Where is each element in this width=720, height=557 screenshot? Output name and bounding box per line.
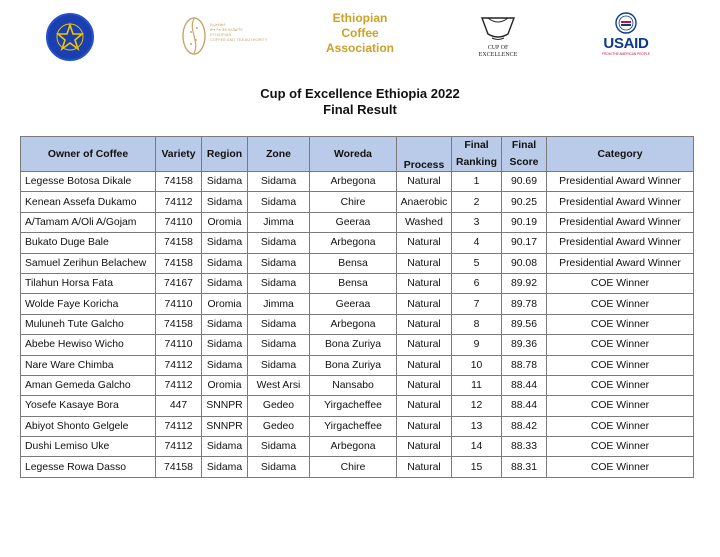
usaid-seal-icon (615, 12, 637, 34)
table-row (21, 437, 694, 457)
cell-process: Natural (397, 172, 452, 192)
cell-process: Natural (397, 375, 452, 395)
cell-ranking: 1 (452, 172, 502, 192)
table-row (21, 314, 694, 334)
cell-category: COE Winner (547, 273, 694, 293)
table-row (21, 416, 694, 436)
cell-region: Sidama (202, 253, 248, 273)
cell-owner: Legesse Rowa Dasso (21, 457, 156, 477)
cell-zone: Sidama (248, 335, 310, 355)
header-final-score-top: Final (502, 137, 547, 155)
table-row (21, 294, 694, 314)
coffee-bean-icon (180, 14, 208, 58)
eeca-line: ETHIOPIAN (210, 33, 232, 37)
usaid-wordmark: USAID (603, 35, 649, 52)
cell-process: Natural (397, 314, 452, 334)
cell-variety: 74110 (156, 212, 202, 232)
eca-line: Coffee (341, 26, 379, 40)
cell-process: Natural (397, 294, 452, 314)
logo-bar (0, 0, 720, 80)
cell-owner: Abebe Hewiso Wicho (21, 335, 156, 355)
cell-category: Presidential Award Winner (547, 212, 694, 232)
cell-variety: 74110 (156, 294, 202, 314)
header-woreda: Woreda (310, 137, 397, 172)
table-row (21, 233, 694, 253)
cell-process: Natural (397, 437, 452, 457)
header-final-ranking-top: Final (452, 137, 502, 155)
coffee-cup-icon (478, 12, 518, 44)
cell-owner: Kenean Assefa Dukamo (21, 192, 156, 212)
cell-owner: Bukato Duge Bale (21, 233, 156, 253)
cell-score: 89.56 (502, 314, 547, 334)
cell-category: COE Winner (547, 355, 694, 375)
cell-process: Natural (397, 457, 452, 477)
cell-ranking: 13 (452, 416, 502, 436)
cell-owner: Tilahun Horsa Fata (21, 273, 156, 293)
cell-zone: Sidama (248, 457, 310, 477)
cell-region: SNNPR (202, 416, 248, 436)
cell-woreda: Bensa (310, 253, 397, 273)
cell-zone: Jimma (248, 294, 310, 314)
cell-region: Sidama (202, 273, 248, 293)
cell-variety: 74158 (156, 457, 202, 477)
cell-owner: Yosefe Kasaye Bora (21, 396, 156, 416)
cell-category: COE Winner (547, 396, 694, 416)
cell-woreda: Chire (310, 192, 397, 212)
cell-region: Oromia (202, 375, 248, 395)
cell-woreda: Arbegona (310, 172, 397, 192)
cell-owner: Nare Ware Chimba (21, 355, 156, 375)
coe-line: EXCELLENCE (478, 51, 518, 58)
table-body (21, 172, 694, 478)
cell-category: COE Winner (547, 457, 694, 477)
eeca-line: የኢትዮጵያ (210, 23, 226, 27)
table-row (21, 375, 694, 395)
cell-region: Sidama (202, 437, 248, 457)
cell-ranking: 10 (452, 355, 502, 375)
table-row (21, 355, 694, 375)
header-process: Process (397, 137, 452, 172)
usaid-logo (596, 12, 656, 60)
cell-category: Presidential Award Winner (547, 172, 694, 192)
cell-score: 90.69 (502, 172, 547, 192)
cell-zone: Sidama (248, 192, 310, 212)
cell-variety: 74112 (156, 192, 202, 212)
cell-woreda: Bensa (310, 273, 397, 293)
title-line-2: Final Result (323, 102, 397, 117)
table-row (21, 273, 694, 293)
cell-ranking: 7 (452, 294, 502, 314)
ethiopian-coffee-association-logo (318, 11, 402, 56)
cell-score: 90.25 (502, 192, 547, 212)
cell-woreda: Geeraa (310, 294, 397, 314)
cell-score: 89.36 (502, 335, 547, 355)
cell-variety: 74110 (156, 335, 202, 355)
usaid-tagline: FROM THE AMERICAN PEOPLE (602, 52, 650, 56)
cell-ranking: 15 (452, 457, 502, 477)
cell-woreda: Bona Zuriya (310, 335, 397, 355)
cell-owner: Abiyot Shonto Gelgele (21, 416, 156, 436)
cell-ranking: 14 (452, 437, 502, 457)
cell-woreda: Geeraa (310, 212, 397, 232)
cell-ranking: 5 (452, 253, 502, 273)
cell-region: Sidama (202, 233, 248, 253)
cell-variety: 74158 (156, 314, 202, 334)
coe-line: CUP OF (487, 45, 509, 51)
cell-region: SNNPR (202, 396, 248, 416)
cell-owner: A/Tamam A/Oli A/Gojam (21, 212, 156, 232)
cell-variety: 74158 (156, 253, 202, 273)
header-region: Region (202, 137, 248, 172)
cell-score: 88.78 (502, 355, 547, 375)
table-row (21, 212, 694, 232)
cell-zone: Sidama (248, 355, 310, 375)
cell-region: Oromia (202, 294, 248, 314)
cell-process: Natural (397, 396, 452, 416)
eeca-line: ቡና እና ሻይ ባለስልጣን (210, 28, 243, 32)
cell-ranking: 2 (452, 192, 502, 212)
cell-category: COE Winner (547, 375, 694, 395)
cell-ranking: 4 (452, 233, 502, 253)
eca-line: Ethiopian (332, 11, 388, 25)
cell-zone: Sidama (248, 314, 310, 334)
header-variety: Variety (156, 137, 202, 172)
cell-category: COE Winner (547, 314, 694, 334)
cell-zone: Gedeo (248, 416, 310, 436)
cell-variety: 74167 (156, 273, 202, 293)
cell-category: Presidential Award Winner (547, 253, 694, 273)
header-score: Score (502, 154, 547, 172)
cell-process: Washed (397, 212, 452, 232)
cell-process: Natural (397, 355, 452, 375)
cell-region: Sidama (202, 192, 248, 212)
cell-region: Oromia (202, 212, 248, 232)
cell-variety: 447 (156, 396, 202, 416)
cell-variety: 74112 (156, 437, 202, 457)
cell-region: Sidama (202, 335, 248, 355)
cell-ranking: 9 (452, 335, 502, 355)
cell-category: COE Winner (547, 294, 694, 314)
cell-zone: West Arsi (248, 375, 310, 395)
cell-process: Anaerobic (397, 192, 452, 212)
cell-variety: 74112 (156, 375, 202, 395)
cell-category: Presidential Award Winner (547, 192, 694, 212)
cell-score: 90.08 (502, 253, 547, 273)
cell-region: Sidama (202, 457, 248, 477)
table-row (21, 335, 694, 355)
cell-score: 88.42 (502, 416, 547, 436)
table-row (21, 253, 694, 273)
cell-zone: Sidama (248, 172, 310, 192)
cell-owner: Legesse Botosa Dikale (21, 172, 156, 192)
cell-score: 90.17 (502, 233, 547, 253)
cell-variety: 74112 (156, 416, 202, 436)
cell-owner: Dushi Lemiso Uke (21, 437, 156, 457)
cell-region: Sidama (202, 355, 248, 375)
eca-line: Association (325, 41, 394, 55)
header-owner: Owner of Coffee (21, 137, 156, 172)
coffee-tea-authority-logo (180, 14, 280, 62)
document-title (0, 86, 720, 118)
cell-ranking: 6 (452, 273, 502, 293)
cell-variety: 74112 (156, 355, 202, 375)
cell-score: 88.33 (502, 437, 547, 457)
cup-of-excellence-logo (472, 12, 524, 60)
cell-woreda: Yirgacheffee (310, 416, 397, 436)
ethiopia-national-emblem-icon (46, 13, 94, 61)
cell-owner: Wolde Faye Koricha (21, 294, 156, 314)
cell-zone: Sidama (248, 273, 310, 293)
table-header-row (21, 137, 694, 155)
cell-woreda: Yirgacheffee (310, 396, 397, 416)
header-category: Category (547, 137, 694, 172)
eeca-line: COFFEE AND TEA AUTHORITY (210, 38, 268, 42)
cell-category: COE Winner (547, 416, 694, 436)
header-zone: Zone (248, 137, 310, 172)
table-row (21, 192, 694, 212)
cell-category: COE Winner (547, 437, 694, 457)
cell-score: 88.44 (502, 396, 547, 416)
cell-score: 88.44 (502, 375, 547, 395)
cell-variety: 74158 (156, 172, 202, 192)
cell-zone: Sidama (248, 253, 310, 273)
results-table (20, 136, 694, 478)
title-line-1: Cup of Excellence Ethiopia 2022 (260, 86, 460, 101)
cell-variety: 74158 (156, 233, 202, 253)
cell-region: Sidama (202, 172, 248, 192)
cell-process: Natural (397, 335, 452, 355)
cell-owner: Samuel Zerihun Belachew (21, 253, 156, 273)
cell-zone: Sidama (248, 437, 310, 457)
cell-region: Sidama (202, 314, 248, 334)
cell-score: 88.31 (502, 457, 547, 477)
cell-score: 89.78 (502, 294, 547, 314)
cell-ranking: 3 (452, 212, 502, 232)
cell-zone: Gedeo (248, 396, 310, 416)
cell-category: Presidential Award Winner (547, 233, 694, 253)
cell-process: Natural (397, 273, 452, 293)
cell-woreda: Chire (310, 457, 397, 477)
cell-ranking: 11 (452, 375, 502, 395)
cell-zone: Jimma (248, 212, 310, 232)
cell-owner: Muluneh Tute Galcho (21, 314, 156, 334)
cell-owner: Aman Gemeda Galcho (21, 375, 156, 395)
cell-woreda: Bona Zuriya (310, 355, 397, 375)
cell-woreda: Arbegona (310, 314, 397, 334)
cell-process: Natural (397, 416, 452, 436)
table-row (21, 396, 694, 416)
table-row (21, 457, 694, 477)
cell-process: Natural (397, 233, 452, 253)
cell-woreda: Arbegona (310, 437, 397, 457)
cell-ranking: 8 (452, 314, 502, 334)
header-ranking: Ranking (452, 154, 502, 172)
cell-process: Natural (397, 253, 452, 273)
cell-woreda: Arbegona (310, 233, 397, 253)
cell-ranking: 12 (452, 396, 502, 416)
table-row (21, 172, 694, 192)
cell-zone: Sidama (248, 233, 310, 253)
cell-score: 90.19 (502, 212, 547, 232)
cell-woreda: Nansabo (310, 375, 397, 395)
cell-category: COE Winner (547, 335, 694, 355)
cell-score: 89.92 (502, 273, 547, 293)
